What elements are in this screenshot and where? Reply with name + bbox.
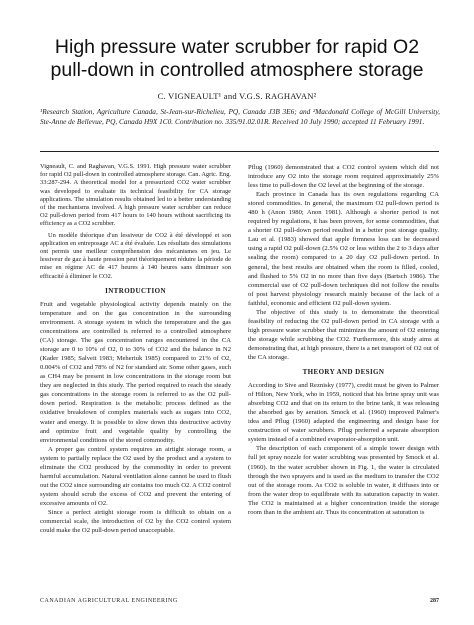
title-line-2: pull-down in controlled atmosphere storage bbox=[50, 59, 424, 81]
author-affiliations: ¹Research Station, Agriculture Canada, St-Jean-sur-Richelieu, PQ, Canada J3B 3E6; and ²Macdonald College of McGill University, Ste-Anne de Bellevue, PQ, Canada H9X 1C0. Contribution no. 335/91.02.01R. Received 10 July 1990; accepted 11 February 1991. bbox=[40, 107, 440, 126]
title-line-1: High pressure water scrubber for rapid O2 bbox=[54, 36, 420, 58]
paper-title bbox=[0, 36, 474, 82]
abstract-english: Vigneault, C. and Raghavan, V.G.S. 1991. High pressure water scrubber for rapid O2 pull-down in controlled atmosphere storage. Can. Agric. Eng. 33:287-294. A theoretical model for a pressurized CO2 water scrubber was developed to evaluate its technical feasibility for CA storage applications. The simulation results obtained led to a better understanding of the mechanisms involved. A high pressure water scrubber can reduce O2 pull-down period from 417 hours to 140 hours without sacrificing its efficiency as a CO2 scrubber. bbox=[40, 163, 231, 228]
left-column bbox=[40, 163, 231, 535]
body-paragraph: A proper gas control system requires an airtight storage room, a system to partially replace the O2 used by the product and a system to eliminate the CO2 produced by the commodity in order to prevent harmful accumulation. Natural ventilation alone cannot be used to flush out the CO2 since surrounding air contains too much O2. A CO2 control system should scrub the excess of CO2 and prevent the entering of excessive amounts of O2. bbox=[40, 445, 232, 507]
theory-heading: THEORY AND DESIGN bbox=[302, 368, 385, 377]
abstract-french: Un modèle théorique d'un lessiveur de CO2 à été développé et son application en entreposage AC a été évaluée. Les résultats des simulations ont permis une meilleur compréhension des mécanismes en jeu. Le lessiveur de gaz à haute pression peut théoriquement réduire la période de mise en régime AC de 417 heures à 140 heures sans diminuer son efficacité à éliminer le CO2. bbox=[40, 231, 231, 280]
header-divider bbox=[40, 151, 439, 152]
body-paragraph: Each province in Canada has its own regulations regarding CA stored commodities. In general, the maximum O2 pull-down period is 480 h (Anon 1980; Anon 1981). Although a shorter period is not required by regulations, it has been proven, for some commodities, that a shorter O2 pull-down period resulted in a better post storage quality. Lau et al. (1983) showed that apple firmness loss can be decreased using a rapid O2 pull-down (2.5% O2 or less within the 2 to 3 days after sealing the room) compared to a 20 day O2 pull-down period. In general, the best results are obtained when the room is filled, cooled, and flushed to 5% O2 in no more than five days (Bartsch 1986). The commercial use of O2 pull-down techniques did not follow the results of post harvest physiology research mainly because of the lack of a faithful, economic and efficient O2 pull-down system. bbox=[248, 191, 439, 307]
page-number: 287 bbox=[430, 598, 439, 604]
body-paragraph: Fruit and vegetable physiological activity depends mainly on the temperature and on the gas concentration in the surrounding environment. A storage system in which the temperature and the gas concentrations are controlled is referred to a controlled atmosphere (CA) storage. The gas concentration ranges encountered in the CA storage are 0 to 10% of O2, 0 to 30% of CO2 and the balance in N2 (Kader 1985; Salveit 1983; Meheriuk 1985) compared to 21% of O2, 0.004% of CO2 and 78% of N2 for standard air. Some other gases, such as CH4 may be present in low concentrations in the storage room but they are neglected in this study. The period required to reach the steady gas concentrations in the storage room is referred to as the O2 pull-down period. Respiration is the metabolic process defined as the oxidative breakdown of complex materials such as sugars into CO2, water and energy. It is possible to slow down this destructive activity and optimize fruit and vegetable quality by controlling the environmental conditions of the stored commodity. bbox=[40, 300, 231, 444]
body-paragraph: Since a perfect airtight storage room is difficult to obtain on a commercial scale, the introduction of O2 by the CO2 control system could make the O2 pull-down period unacceptable. bbox=[40, 508, 231, 535]
right-column bbox=[248, 163, 439, 517]
journal-name: CANADIAN AGRICULTURAL ENGINEERING bbox=[40, 598, 178, 604]
author-list: C. VIGNEAULT¹ and V.G.S. RAGHAVAN² bbox=[157, 91, 317, 101]
introduction-heading: INTRODUCTION bbox=[105, 286, 166, 295]
body-paragraph: The description of each component of a simple tower design with full jet spray nozzle for water scrubbing was presented by Smock et al. (1960). In the water scrubber shown in Fig. 1, the water is circulated through the two sprayers and is used as the medium to transfer the CO2 out of the storage room. As CO2 is soluble in water, it diffuses into or from the water drop to equilibrate with its saturation capacity in water. The CO2 is maintained at a higher concentration inside the storage room than in the ambient air. Thus its concentration at saturation is bbox=[248, 445, 439, 516]
body-paragraph: According to Sive and Reznisky (1977), credit must be given to Palmer of Hilton, New York, who in 1959, noticed that his brine spray unit was absorbing CO2 and that on its return to the brine tank, it was releasing the absorbed gas by aeration. Smock et al. (1960) improved Palmer's idea and Pflug (1960) adapted the engineering and design base for construction of water scrubbers. Pflug preferred a separate absorption system instead of a combined evaporator-absorption unit. bbox=[248, 382, 439, 444]
body-paragraph: Pflug (1960) demonstrated that a CO2 control system which did not introduce any O2 into the storage room required approximately 25% less time to pull-down the O2 level at the beginning of the storage. bbox=[248, 164, 439, 190]
body-paragraph: The objective of this study is to demonstrate the theoretical feasibility of reducing the O2 pull-down period in CA storage with a high pressure water scrubber that minimizes the amount of O2 entering the storage while scrubbing the CO2. Furthermore, this study aims at demonstrating that, at high pressure, there is a net transport of O2 out of the CA storage. bbox=[248, 308, 439, 361]
